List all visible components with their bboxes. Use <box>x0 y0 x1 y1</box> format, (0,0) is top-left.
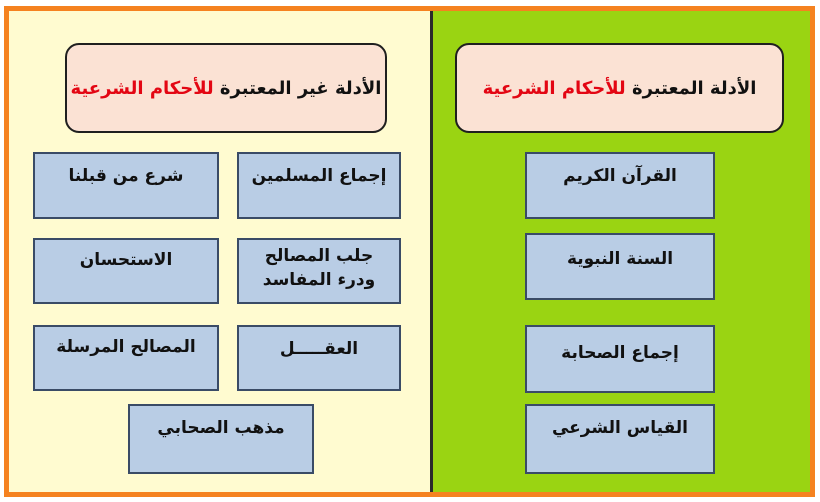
header-accent-text: للأحكام الشرعية <box>482 77 626 99</box>
considered-evidence-panel <box>433 11 810 492</box>
non-considered-evidence-header <box>65 43 387 133</box>
evidence-box-benefits-harms: جلب المصالح ودرء المفاسد <box>237 238 401 304</box>
evidence-box-companions-consensus: إجماع الصحابة <box>525 325 715 393</box>
header-accent-text: للأحكام الشرعية <box>70 77 214 99</box>
evidence-box-analogy: القياس الشرعي <box>525 404 715 474</box>
non-considered-evidence-panel <box>9 11 433 492</box>
evidence-box-companion-opinion: مذهب الصحابي <box>128 404 314 474</box>
evidence-box-istihsan: الاستحسان <box>33 238 219 304</box>
evidence-box-previous-laws: شرع من قبلنا <box>33 152 219 219</box>
evidence-box-reason: العقـــــل <box>237 325 401 391</box>
evidence-box-sunnah: السنة النبوية <box>525 233 715 300</box>
header-main-text: الأدلة غير المعتبرة <box>219 77 382 99</box>
evidence-box-quran: القرآن الكريم <box>525 152 715 219</box>
evidence-box-muslim-consensus: إجماع المسلمين <box>237 152 401 219</box>
header-main-text: الأدلة المعتبرة <box>631 77 757 99</box>
evidence-box-public-interest: المصالح المرسلة <box>33 325 219 391</box>
considered-evidence-header <box>455 43 784 133</box>
diagram-frame <box>4 6 815 497</box>
